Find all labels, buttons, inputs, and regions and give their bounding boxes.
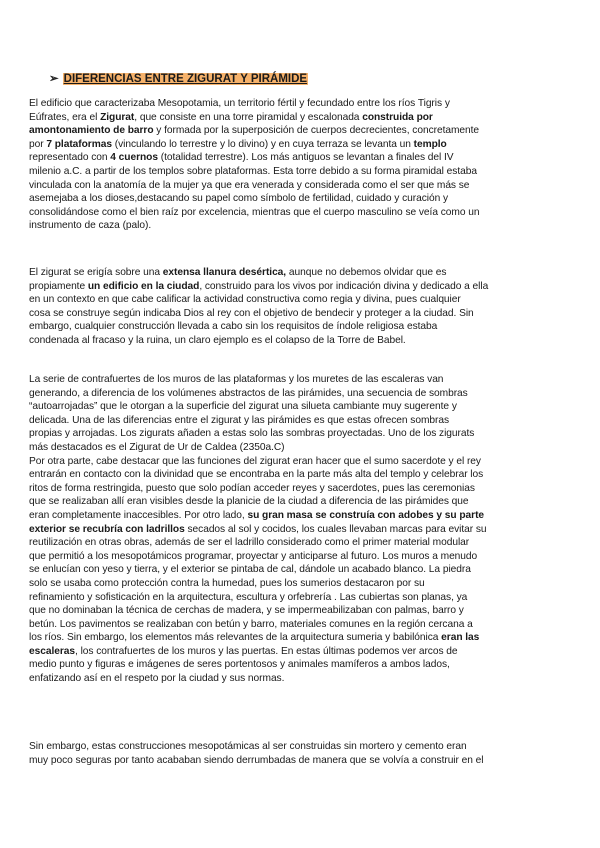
section-heading xyxy=(49,72,308,86)
text-line xyxy=(29,266,529,280)
text-line xyxy=(29,468,529,482)
text-line xyxy=(29,604,529,618)
text-line xyxy=(29,523,529,537)
text-segment: solo se usaba como protección contra la humedad, pues los sumerios destacaron por su xyxy=(29,577,425,589)
bold-text: extensa llanura desértica, xyxy=(162,267,287,278)
bold-text: un edificio en la ciudad xyxy=(87,280,200,292)
text-line xyxy=(29,373,529,387)
text-segment: medio punto y figuras e imágenes de seres portentosos y animales mamíferos a ambos lados, xyxy=(29,659,450,671)
bold-text: 7 plataformas xyxy=(46,138,112,150)
text-segment: (totalidad terrestre). Los más antiguos se levantan a finales del IV xyxy=(157,152,454,164)
text-segment: , construido para los vivos por indicación divina y dedicado a ella xyxy=(199,280,489,292)
text-line xyxy=(29,631,529,645)
bold-text: Zigurat xyxy=(100,111,135,123)
text-line xyxy=(29,455,529,469)
text-line xyxy=(29,754,529,768)
text-line xyxy=(29,550,529,564)
text-line xyxy=(29,577,529,591)
text-segment: aunque no debemos olvidar que es xyxy=(286,267,447,278)
text-line xyxy=(29,192,529,206)
text-segment: los ríos. Sin embargo, los elementos más relevantes de la arquitectura sumeria y babilónica xyxy=(29,632,442,644)
bold-text: 4 cuernos xyxy=(110,152,158,164)
text-segment: secados al sol y cocidos, los cuales llevaban marcas para evitar su xyxy=(184,523,487,535)
text-segment: vinculada con la anatomía de la mujer ya que era venerada y considerada como el ser que más se xyxy=(29,179,470,191)
text-segment: por xyxy=(29,138,47,150)
bold-text: templo xyxy=(413,138,447,150)
text-line xyxy=(29,293,529,307)
text-segment: que se realizaban allí eran visibles desde la planicie de la ciudad a diferencia de las pirámides que xyxy=(29,496,469,508)
text-line xyxy=(29,645,529,659)
text-line xyxy=(29,334,529,348)
heading-title: DIFERENCIAS ENTRE ZIGURAT Y PIRÁMIDE xyxy=(63,73,308,85)
text-segment: asemejaba a los dioses,destacando su papel como símbolo de fertilidad, cuidado y curación y xyxy=(29,193,449,205)
text-segment: milenio a.C. a partir de los templos sobre plataformas. Esta torre debido a su forma piramidal estaba xyxy=(29,165,477,177)
bold-text: su gran masa se construía con adobes y su parte xyxy=(247,509,485,521)
text-segment: El edificio que caracterizaba Mesopotamia, un territorio fértil y fecundado entre los ríos Tigris y xyxy=(29,98,450,109)
text-line xyxy=(29,441,529,455)
text-segment: eran completamente inaccesibles. Por otro lado, xyxy=(29,509,248,521)
text-segment: El zigurat se erigía sobre una xyxy=(29,267,163,278)
bold-text: eran las xyxy=(441,632,480,644)
text-segment: delicada. Una de las diferencias entre el zigurat y las pirámides es que estas ofrecen sombras xyxy=(29,414,450,426)
text-line xyxy=(29,482,529,496)
bold-text: exterior se recubría con ladrillos xyxy=(29,523,185,535)
text-segment: representado con xyxy=(29,152,111,164)
arrow-bullet-icon: ➢ xyxy=(49,73,59,85)
text-line xyxy=(29,151,529,165)
text-segment: consolidándose como el bien raíz por excelencia, mientras que el cuerpo masculino se veía como un xyxy=(29,206,480,218)
text-line xyxy=(29,536,529,550)
text-segment: Eúfrates, era el xyxy=(29,111,101,123)
text-segment: Por otra parte, cabe destacar que las funciones del zigurat eran hacer que el sumo sacerdote y el rey xyxy=(29,455,481,467)
text-line xyxy=(29,280,529,294)
text-segment: generando, a diferencia de los volúmenes abstractos de las pirámides, una secuencia de sombras xyxy=(29,387,468,399)
text-line xyxy=(29,618,529,632)
text-segment: instrumento de caza (palo). xyxy=(29,220,152,232)
text-line xyxy=(29,124,529,138)
text-segment: se enlucían con yeso y tierra, y el exterior se pintaba de cal, dándole un acabado blanco. La piedra xyxy=(29,564,471,576)
text-segment: (vinculando lo terrestre y lo divino) y en cuya terraza se levanta un xyxy=(111,138,414,150)
text-line xyxy=(29,672,529,686)
text-segment: betún. Los pavimentos se realizaban con betún y barro, materiales comunes en la región cercana a xyxy=(29,618,473,630)
text-line xyxy=(29,97,529,111)
text-segment: enfatizando así en el respeto por la ciudad y sus normas. xyxy=(29,673,285,685)
text-line xyxy=(29,591,529,605)
text-line xyxy=(29,138,529,152)
text-segment: condenada al fracaso y la ruina, un claro ejemplo es el colapso de la Torre de Babel. xyxy=(29,334,406,346)
text-segment: Sin embargo, estas construcciones mesopotámicas al ser construidas sin mortero y cemento eran xyxy=(29,741,467,752)
text-segment: reutilización en otras obras, además de ser el ladrillo considerado como el primer material modular xyxy=(29,537,470,549)
text-segment: propias y arrojadas. Los zigurats añaden a estas solo las sombras proyectadas. Uno de los zigurats xyxy=(29,428,475,440)
text-segment: más destacados es el Zigurat de Ur de Caldea (2350a.C) xyxy=(29,441,285,453)
text-line xyxy=(29,495,529,509)
text-line xyxy=(29,206,529,220)
text-line xyxy=(29,219,529,233)
text-segment: entrarán en contacto con la divinidad que se encontraba en la parte más alta del templo y celebrar los xyxy=(29,469,484,481)
text-segment: muy poco seguras por tanto acababan siendo derrumbadas de manera que se volvía a construir en el xyxy=(29,754,484,766)
text-segment: “autoarrojadas” que le otorgan a la superficie del zigurat una silueta cambiante muy sugerente y xyxy=(29,401,457,413)
text-segment: en un contexto en que cabe calificar la actividad constructiva como regia y divina, pues cualquier xyxy=(29,294,461,306)
text-line xyxy=(29,427,529,441)
text-segment: , los contrafuertes de los muros y las puertas. En estas últimas podemos ver arcos de xyxy=(75,645,458,657)
text-segment: ritos de forma restringida, puesto que solo podían acceder reyes y sacerdotes, pues las ceremonias xyxy=(29,482,475,494)
text-line xyxy=(29,387,529,401)
text-line xyxy=(29,320,529,334)
text-line xyxy=(29,165,529,179)
text-segment: y formada por la superposición de cuerpos decrecientes, concretamente xyxy=(153,125,480,137)
text-line xyxy=(29,400,529,414)
text-line xyxy=(29,179,529,193)
text-segment: propiamente xyxy=(29,280,88,292)
text-line xyxy=(29,307,529,321)
bold-text: amontonamiento de barro xyxy=(29,125,154,137)
text-segment: , que consiste en una torre piramidal y escalonada xyxy=(134,111,363,123)
text-segment: La serie de contrafuertes de los muros de las plataformas y los muretes de las escaleras van xyxy=(29,374,444,385)
text-line xyxy=(29,740,529,754)
bold-text: escaleras xyxy=(29,645,76,657)
bold-text: construida por xyxy=(362,111,433,123)
text-segment: que permitió a los mesopotámicos programar, proyectar y anticiparse al futuro. Los muros a menudo xyxy=(29,550,478,562)
paragraph-2 xyxy=(29,266,529,348)
text-line xyxy=(29,509,529,523)
paragraph-1 xyxy=(29,97,529,233)
text-segment: embargo, cualquier construcción llevada a cabo sin los requisitos de índole religiosa estaba xyxy=(29,321,438,333)
text-segment: refinamiento y sofisticación en la arquitectura, escultura y orfebrería . Las cubiertas son planas, ya xyxy=(29,591,468,603)
text-line xyxy=(29,111,529,125)
text-line xyxy=(29,658,529,672)
text-line xyxy=(29,563,529,577)
text-segment: que no dominaban la técnica de cerchas de madera, y se impermeabilizaban con palmas, barro y xyxy=(29,605,464,617)
paragraph-3 xyxy=(29,373,529,686)
text-line xyxy=(29,414,529,428)
paragraph-4 xyxy=(29,740,529,767)
text-segment: cosa se construye según indicaba Dios al rey con el objetivo de bendecir y proteger a la ciudad. Sin xyxy=(29,307,474,319)
